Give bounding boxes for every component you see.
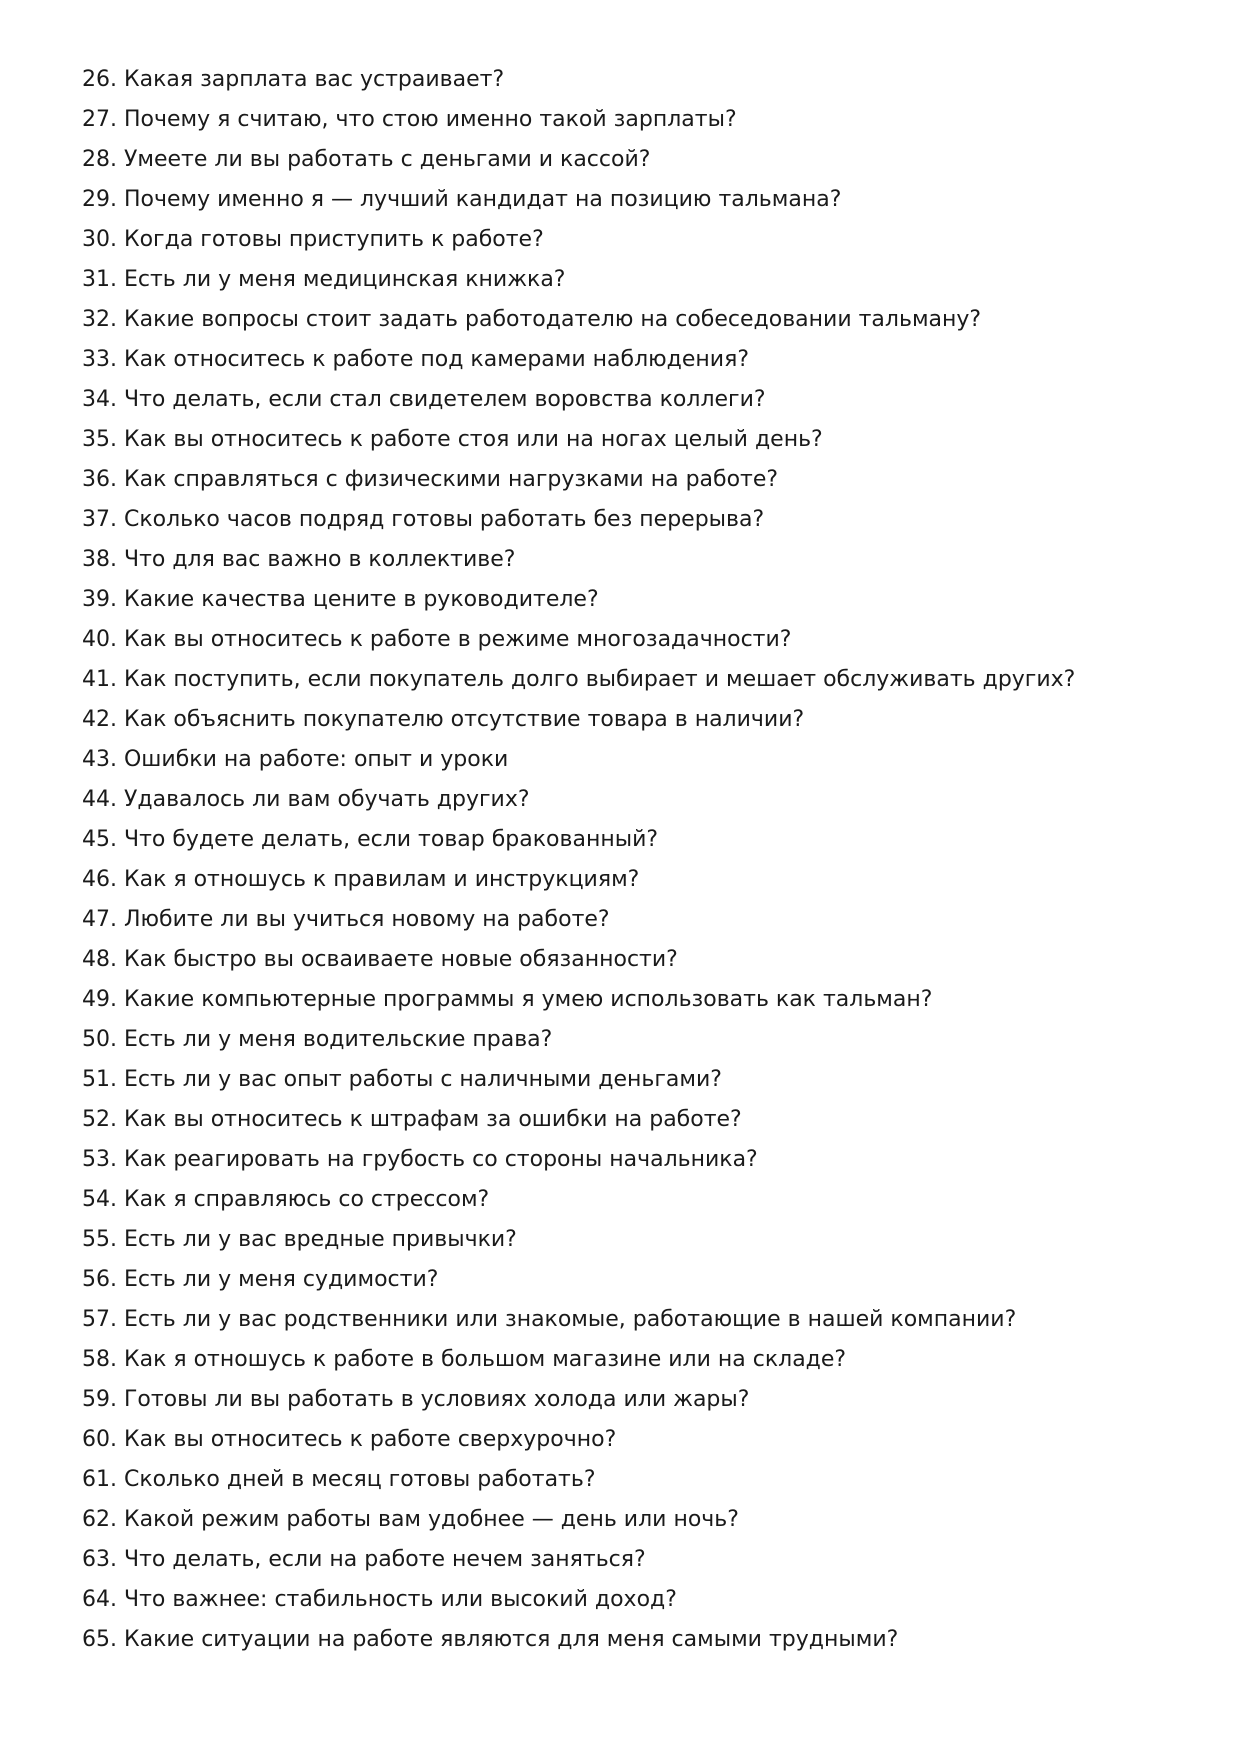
question-list [82,60,1182,1660]
question-item-56: 56. Есть ли у меня судимости? [82,1267,439,1292]
question-item-51: 51. Есть ли у вас опыт работы с наличными деньгами? [82,1067,722,1092]
question-item-63: 63. Что делать, если на работе нечем заняться? [82,1547,646,1572]
question-item-28: 28. Умеете ли вы работать с деньгами и кассой? [82,147,651,172]
question-item-57: 57. Есть ли у вас родственники или знакомые, работающие в нашей компании? [82,1307,1017,1332]
question-item-38: 38. Что для вас важно в коллективе? [82,547,516,572]
question-item-46: 46. Как я отношусь к правилам и инструкциям? [82,867,640,892]
question-item-37: 37. Сколько часов подряд готовы работать без перерыва? [82,507,765,532]
question-item-49: 49. Какие компьютерные программы я умею использовать как тальман? [82,987,933,1012]
question-item-55: 55. Есть ли у вас вредные привычки? [82,1227,517,1252]
question-item-30: 30. Когда готовы приступить к работе? [82,227,544,252]
question-item-32: 32. Какие вопросы стоит задать работодателю на собеседовании тальману? [82,307,982,332]
question-item-59: 59. Готовы ли вы работать в условиях холода или жары? [82,1387,750,1412]
question-item-33: 33. Как относитесь к работе под камерами наблюдения? [82,347,750,372]
question-item-62: 62. Какой режим работы вам удобнее — день или ночь? [82,1507,739,1532]
question-item-27: 27. Почему я считаю, что стою именно такой зарплаты? [82,107,737,132]
question-item-29: 29. Почему именно я — лучший кандидат на позицию тальмана? [82,187,842,212]
question-item-48: 48. Как быстро вы осваиваете новые обязанности? [82,947,678,972]
question-item-60: 60. Как вы относитесь к работе сверхурочно? [82,1427,617,1452]
question-item-36: 36. Как справляться с физическими нагрузками на работе? [82,467,779,492]
question-item-43: 43. Ошибки на работе: опыт и уроки [82,747,509,772]
question-item-31: 31. Есть ли у меня медицинская книжка? [82,267,566,292]
question-item-26: 26. Какая зарплата вас устраивает? [82,67,505,92]
question-item-45: 45. Что будете делать, если товар бракованный? [82,827,659,852]
question-item-40: 40. Как вы относитесь к работе в режиме многозадачности? [82,627,792,652]
question-item-52: 52. Как вы относитесь к штрафам за ошибки на работе? [82,1107,742,1132]
question-item-34: 34. Что делать, если стал свидетелем воровства коллеги? [82,387,766,412]
question-item-41: 41. Как поступить, если покупатель долго выбирает и мешает обслуживать других? [82,667,1076,692]
question-item-58: 58. Как я отношусь к работе в большом магазине или на складе? [82,1347,847,1372]
question-item-53: 53. Как реагировать на грубость со стороны начальника? [82,1147,758,1172]
question-item-65: 65. Какие ситуации на работе являются для меня самыми трудными? [82,1627,899,1652]
question-item-50: 50. Есть ли у меня водительские права? [82,1027,553,1052]
question-item-42: 42. Как объяснить покупателю отсутствие товара в наличии? [82,707,805,732]
question-item-35: 35. Как вы относитесь к работе стоя или на ногах целый день? [82,427,823,452]
question-item-44: 44. Удавалось ли вам обучать других? [82,787,530,812]
question-item-47: 47. Любите ли вы учиться новому на работе? [82,907,610,932]
question-item-54: 54. Как я справляюсь со стрессом? [82,1187,490,1212]
question-item-61: 61. Сколько дней в месяц готовы работать? [82,1467,596,1492]
question-item-64: 64. Что важнее: стабильность или высокий доход? [82,1587,677,1612]
question-item-39: 39. Какие качества цените в руководителе? [82,587,599,612]
